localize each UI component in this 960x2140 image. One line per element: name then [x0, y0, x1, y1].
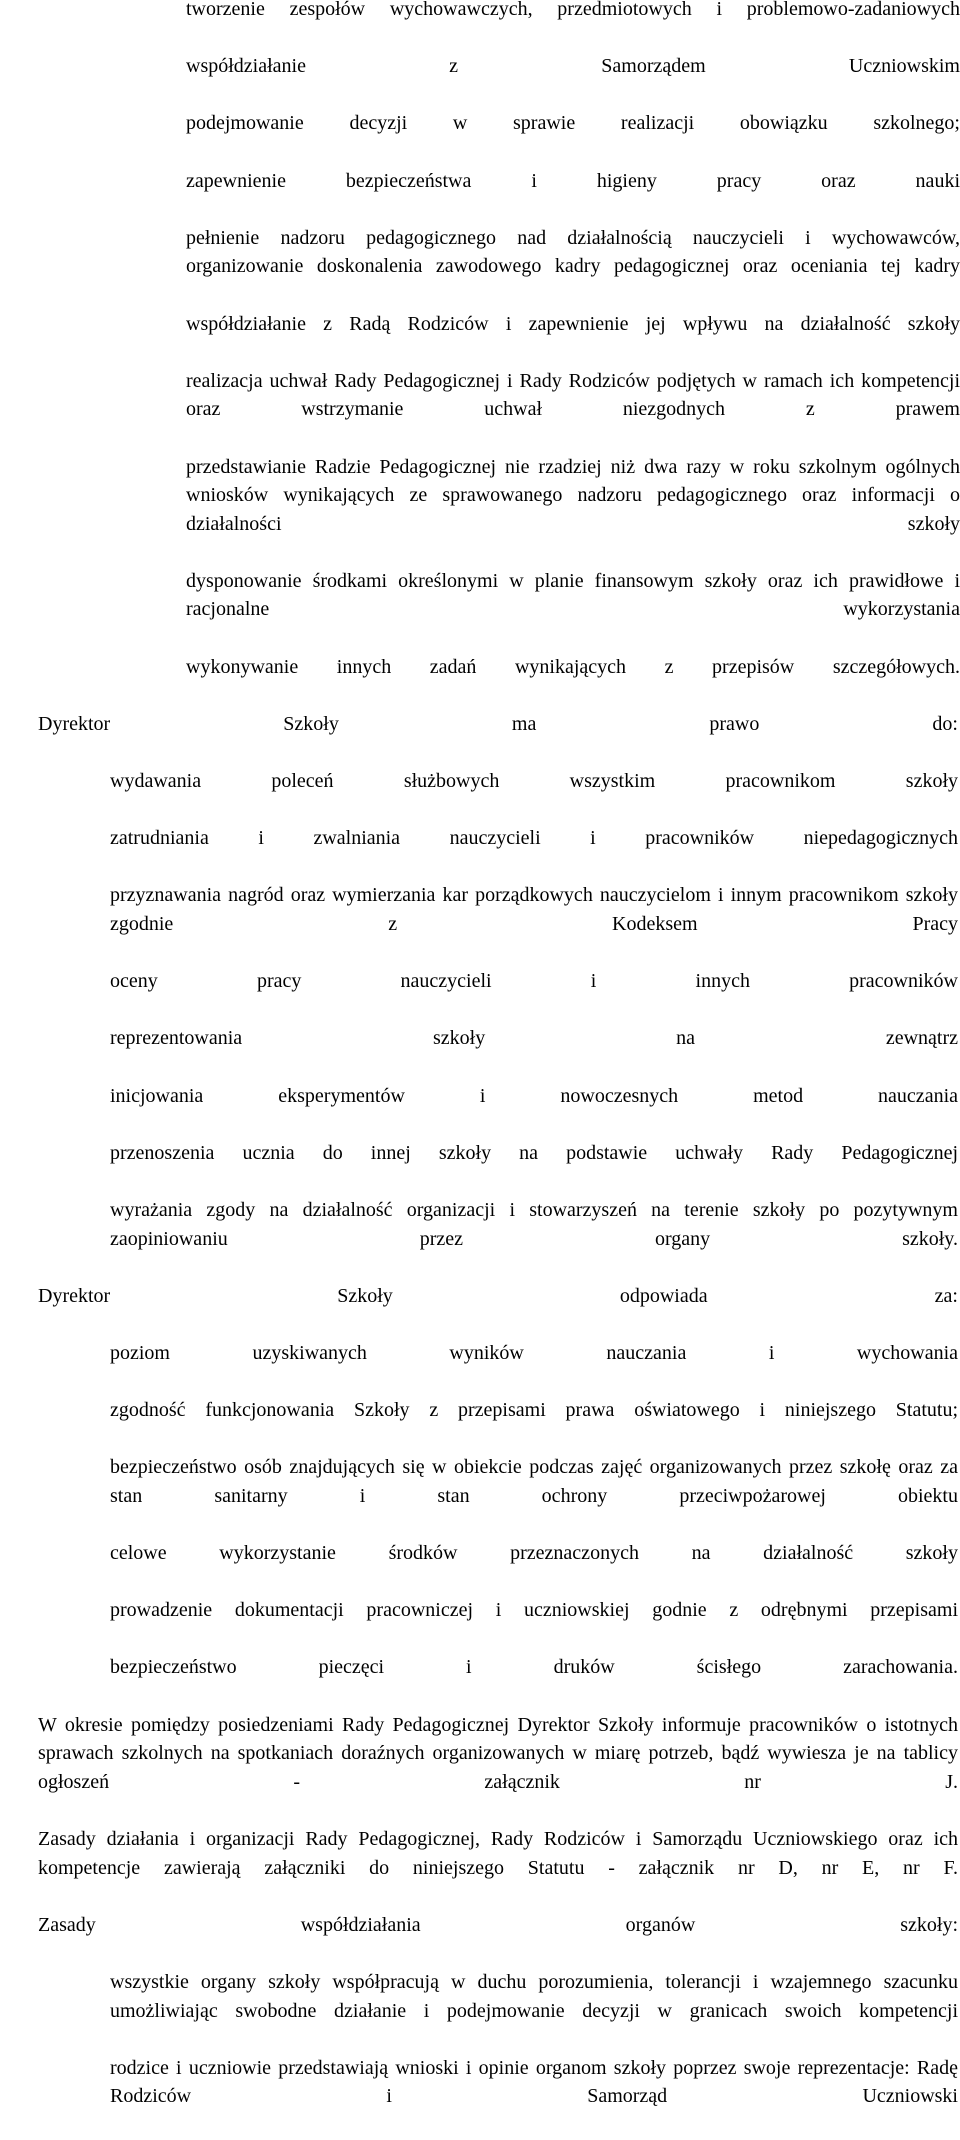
- list-item: [0, 167, 960, 224]
- list-item: [0, 567, 960, 653]
- paragraph-text: Zasady działania i organizacji Rady Pedagogicznej, Rady Rodziców i Samorządu Uczniowskiego oraz ich kompetencje zawierają załączniki do niniejszego Statutu - załącznik nr D, nr E, nr F.: [38, 1828, 958, 1879]
- list-item: [0, 1339, 958, 1396]
- list-item: [0, 1453, 958, 1539]
- item-text: pełnienie nadzoru pedagogicznego nad działalnością nauczycieli i wychowawców, organizowanie doskonalenia zawodowego kadry pedagogicznej oraz oceniania tej kadry: [186, 226, 960, 278]
- item-text: poziom uzyskiwanych wyników nauczania i wychowania: [110, 1341, 958, 1364]
- item-text: przenoszenia ucznia do innej szkoły na podstawie uchwały Rady Pedagogicznej: [110, 1141, 958, 1164]
- heading-text: Zasady współdziałania organów szkoły:: [38, 1913, 958, 1936]
- item-text: współdziałanie z Radą Rodziców i zapewnienie jej wpływu na działalność szkoły: [186, 312, 960, 335]
- list-item: [0, 767, 958, 824]
- item-text: celowe wykorzystanie środków przeznaczonych na działalność szkoły: [110, 1542, 958, 1565]
- list-item: [0, 1968, 958, 2054]
- item-text: zgodność funkcjonowania Szkoły z przepisami prawa oświatowego i niniejszego Statutu;: [110, 1399, 958, 1422]
- list-item: [0, 1082, 958, 1139]
- item-text: reprezentowania szkoły na zewnątrz: [110, 1027, 958, 1050]
- item-text: współdziałanie z Samorządem Uczniowskim: [186, 55, 960, 78]
- list-item: [0, 0, 960, 52]
- paragraph-text: W okresie pomiędzy posiedzeniami Rady Pedagogicznej Dyrektor Szkoły informuje pracowników o istotnych sprawach szkolnych na spotkaniach doraźnych organizowanych w miarę potrzeb, bądź wywiesza je na tablicy ogłoszeń - załącznik nr J.: [38, 1713, 958, 1793]
- item-text: bezpieczeństwo osób znajdujących się w obiekcie podczas zajęć organizowanych przez szkołę oraz za stan sanitarny i stan ochrony przeciwpożarowej obiektu: [110, 1456, 958, 1507]
- list-item: [0, 824, 958, 881]
- item-text: zapewnienie bezpieczeństwa i higieny pracy oraz nauki: [186, 169, 960, 192]
- item-text: wykonywanie innych zadań wynikających z przepisów szczegółowych.: [186, 655, 960, 678]
- list-item: [0, 224, 960, 310]
- list-item: [0, 881, 958, 967]
- section2-list: [0, 0, 960, 710]
- list-item: [0, 1139, 958, 1196]
- item-text: dysponowanie środkami określonymi w planie finansowym szkoły oraz ich prawidłowe i racjonalne wykorzystania: [186, 569, 960, 621]
- item-text: oceny pracy nauczycieli i innych pracowników: [110, 970, 958, 993]
- section4: [0, 1282, 960, 1711]
- heading-text: Dyrektor Szkoły ma prawo do:: [38, 712, 958, 735]
- item-text: rodzice i uczniowie przedstawiają wnioski i opinie organom szkoły poprzez swoje reprezentacje: Radę Rodziców i Samorząd Uczniowski: [110, 2056, 958, 2108]
- list-item: [0, 52, 960, 109]
- section-heading: [0, 1911, 958, 1968]
- item-text: tworzenie zespołów wychowawczych, przedmiotowych i problemowo-zadaniowych: [186, 0, 960, 20]
- item-text: przedstawianie Radzie Pedagogicznej nie rzadziej niż dwa razy w roku szkolnym ogólnych wniosków wynikających ze sprawowanego nadzoru pedagogicznego oraz informacji o działalności szkoły: [186, 455, 960, 535]
- item-text: podejmowanie decyzji w sprawie realizacji obowiązku szkolnego;: [186, 112, 960, 135]
- list-item: [0, 453, 960, 567]
- item-text: prowadzenie dokumentacji pracowniczej i uczniowskiej godnie z odrębnymi przepisami: [110, 1599, 958, 1622]
- section-heading: [0, 710, 958, 767]
- item-text: bezpieczeństwo pieczęci i druków ścisłego zarachowania.: [110, 1656, 958, 1679]
- list-item: [0, 1396, 958, 1453]
- section7: [0, 1911, 960, 2140]
- list-item: [0, 1539, 958, 1596]
- list-item: [0, 653, 960, 710]
- list-item: [0, 367, 960, 453]
- heading-text: Dyrektor Szkoły odpowiada za:: [38, 1284, 958, 1307]
- list-item: [0, 1653, 958, 1710]
- list-item: [0, 1196, 958, 1282]
- list-item: [0, 1596, 958, 1653]
- item-text: realizacja uchwał Rady Pedagogicznej i Rady Rodziców podjętych w ramach ich kompetencji oraz wstrzymanie uchwał niezgodnych z prawem: [186, 369, 960, 421]
- section6-paragraph: [0, 1825, 958, 1911]
- item-text: przyznawania nagród oraz wymierzania kar porządkowych nauczycielom i innym pracownikom szkoły zgodnie z Kodeksem Pracy: [110, 884, 958, 935]
- item-text: inicjowania eksperymentów i nowoczesnych metod nauczania: [110, 1084, 958, 1107]
- item-text: wydawania poleceń służbowych wszystkim pracownikom szkoły: [110, 770, 958, 793]
- section3: [0, 710, 960, 1282]
- list-item: [0, 967, 958, 1024]
- list-item: [0, 310, 960, 367]
- section-heading: [0, 1282, 958, 1339]
- list-item: [0, 1024, 958, 1081]
- section5-paragraph: [0, 1711, 958, 1825]
- item-text: zatrudniania i zwalniania nauczycieli i pracowników niepedagogicznych: [110, 827, 958, 850]
- list-item: [0, 109, 960, 166]
- item-text: wszystkie organy szkoły współpracują w duchu porozumienia, tolerancji i wzajemnego szacunku umożliwiając swobodne działanie i podejmowanie decyzji w granicach swoich kompetencji: [110, 1970, 958, 2022]
- list-item: [0, 2054, 958, 2140]
- item-text: wyrażania zgody na działalność organizacji i stowarzyszeń na terenie szkoły po pozytywnym zaopiniowaniu przez organy szkoły.: [110, 1198, 958, 1250]
